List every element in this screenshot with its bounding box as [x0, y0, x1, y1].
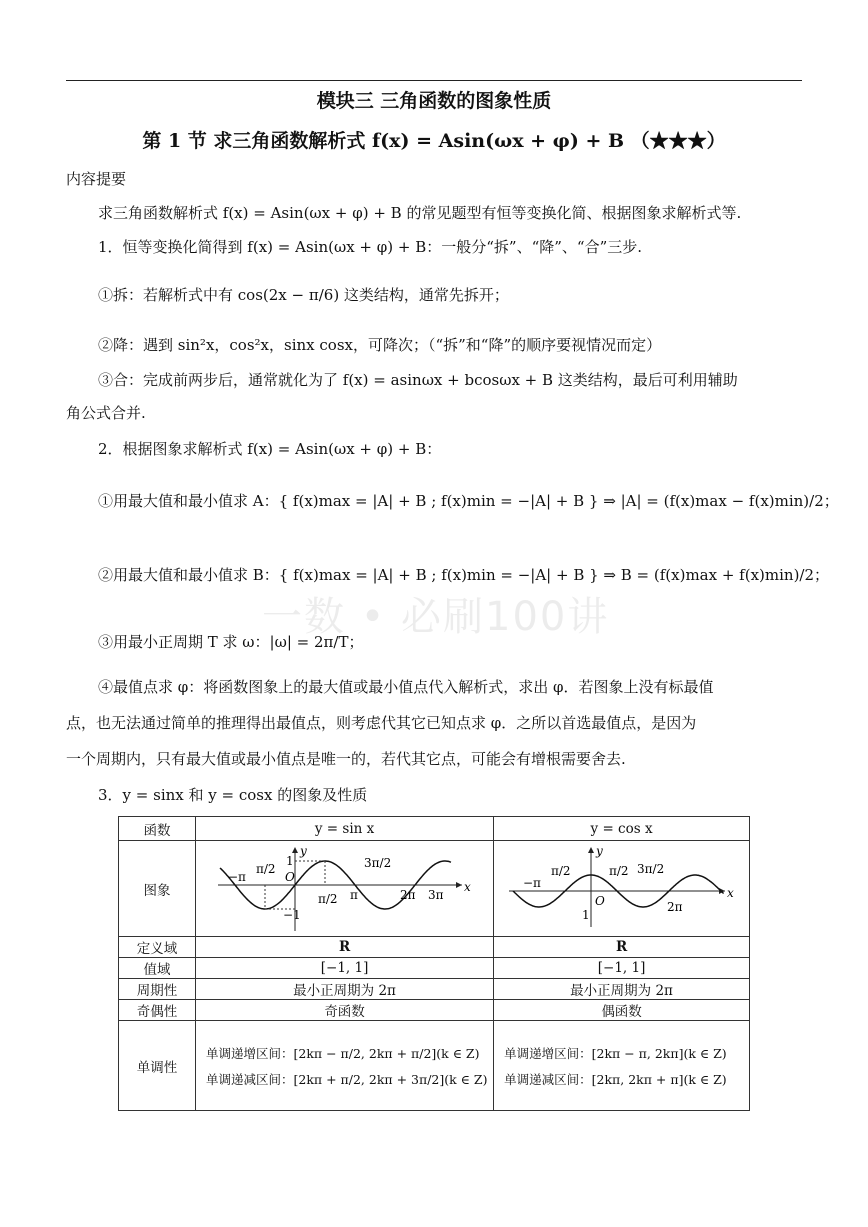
sin-decreasing: 单调递减区间：[2kπ + π/2, 2kπ + 3π/2](k ∈ Z) [206, 1071, 488, 1087]
cos-monotonicity [494, 1021, 750, 1111]
x-label: x [726, 885, 734, 900]
neg-one-label: −1 [282, 907, 301, 922]
row-monotonic-label: 单调性 [119, 1021, 196, 1111]
row-parity-label: 奇偶性 [119, 1000, 196, 1021]
y-axis-arrow [588, 847, 594, 853]
sin-range: [−1, 1] [196, 958, 494, 979]
row-range-label: 值域 [119, 958, 196, 979]
three-pi-label: 3π [427, 887, 444, 902]
point-2a: ①用最大值和最小值求 A：{ f(x)max = |A| + B ; f(x)min = −|A| + B } ⇒ |A| = (f(x)max − f(x)min)/2； [98, 492, 839, 510]
two-pi-label: 2π [399, 887, 416, 902]
header-sin: y = sin x [196, 817, 494, 841]
point-1b: ②降：遇到 sin²x，cos²x，sinx cosx，可降次；（“拆”和“降”的顺序要视情况而定） [98, 336, 662, 354]
neg-pi-half-label: π/2 [255, 861, 276, 876]
two-pi-label: 2π [666, 899, 683, 914]
row-period-label: 周期性 [119, 979, 196, 1000]
one-label: 1 [581, 907, 590, 922]
neg-pi-label: −π [522, 875, 541, 890]
page-title: 模块三 三角函数的图象性质 [316, 90, 552, 112]
one-label: 1 [285, 853, 294, 868]
y-axis-arrow [292, 847, 298, 853]
cos-graph-cell [494, 841, 750, 937]
cos-range: [−1, 1] [494, 958, 750, 979]
point-1: 1．恒等变换化简得到 f(x) = Asin(ωx + φ) + B：一般分“拆”、“降”、“合”三步. [98, 238, 643, 256]
section-title: 第 1 节 求三角函数解析式 f(x) = Asin(ωx + φ) + B （★★★） [142, 130, 726, 152]
point-1c-line1: ③合：完成前两步后，通常就化为了 f(x) = asinωx + bcosωx + B 这类结构，最后可利用辅助 [98, 371, 738, 389]
row-graph-label: 图象 [119, 841, 196, 937]
point-1a: ①拆：若解析式中有 cos(2x − π/6) 这类结构，通常先拆开； [98, 286, 509, 304]
sin-graph [200, 843, 490, 935]
sin-graph-cell [196, 841, 494, 937]
y-label: y [595, 843, 603, 858]
x-axis-arrow [456, 882, 462, 888]
sin-increasing: 单调递增区间：[2kπ − π/2, 2kπ + π/2](k ∈ Z) [206, 1045, 480, 1061]
cos-decreasing: 单调递减区间：[2kπ, 2kπ + π](k ∈ Z) [504, 1071, 727, 1087]
intro-text: 求三角函数解析式 f(x) = Asin(ωx + φ) + B 的常见题型有恒等变换化简、根据图象求解析式等. [98, 204, 742, 222]
header-cos: y = cos x [494, 817, 750, 841]
point-2d-line2: 点，也无法通过简单的推理得出最值点，则考虑代其它已知点求 φ．之所以首选最值点，是因为 [66, 714, 697, 732]
point-2: 2．根据图象求解析式 f(x) = Asin(ωx + φ) + B： [98, 440, 442, 458]
y-label: y [299, 843, 307, 858]
cos-increasing: 单调递增区间：[2kπ − π, 2kπ](k ∈ Z) [504, 1045, 727, 1061]
sin-monotonicity [196, 1021, 494, 1111]
three-pi-half-label: 3π/2 [636, 861, 664, 876]
sin-period: 最小正周期为 2π [196, 979, 494, 1000]
sin-parity: 奇函数 [196, 1000, 494, 1021]
point-2c: ③用最小正周期 T 求 ω：|ω| = 2π/T； [98, 633, 364, 651]
point-1c-line2: 角公式合并. [66, 404, 146, 422]
pi-half-label: π/2 [608, 863, 629, 878]
origin-label: O [284, 869, 295, 884]
cos-domain: R [494, 937, 750, 958]
sin-domain: R [196, 937, 494, 958]
origin-label: O [594, 893, 605, 908]
point-3: 3．y = sinx 和 y = cosx 的图象及性质 [98, 786, 368, 804]
summary-heading: 内容提要 [66, 170, 127, 188]
pi-label: π [349, 887, 358, 902]
x-label: x [463, 879, 471, 894]
trig-properties-table [118, 816, 750, 1111]
point-2d-line1: ④最值点求 φ：将函数图象上的最大值或最小值点代入解析式，求出 φ．若图象上没有标最值 [98, 678, 714, 696]
cos-graph [497, 843, 747, 935]
cos-period: 最小正周期为 2π [494, 979, 750, 1000]
pi-half-label: π/2 [317, 891, 338, 906]
header-rule [66, 80, 802, 81]
three-pi-half-label: 3π/2 [363, 855, 391, 870]
neg-pi-label: −π [227, 869, 246, 884]
cos-parity: 偶函数 [494, 1000, 750, 1021]
header-function: 函数 [119, 817, 196, 841]
point-2d-line3: 一个周期内，只有最大值或最小值点是唯一的，若代其它点，可能会有增根需要舍去. [66, 750, 626, 768]
neg-pi-half-label: π/2 [550, 863, 571, 878]
watermark: 一数 • 必刷100讲 [262, 594, 610, 640]
row-domain-label: 定义域 [119, 937, 196, 958]
point-2b: ②用最大值和最小值求 B：{ f(x)max = |A| + B ; f(x)min = −|A| + B } ⇒ B = (f(x)max + f(x)min)/2； [98, 566, 830, 584]
